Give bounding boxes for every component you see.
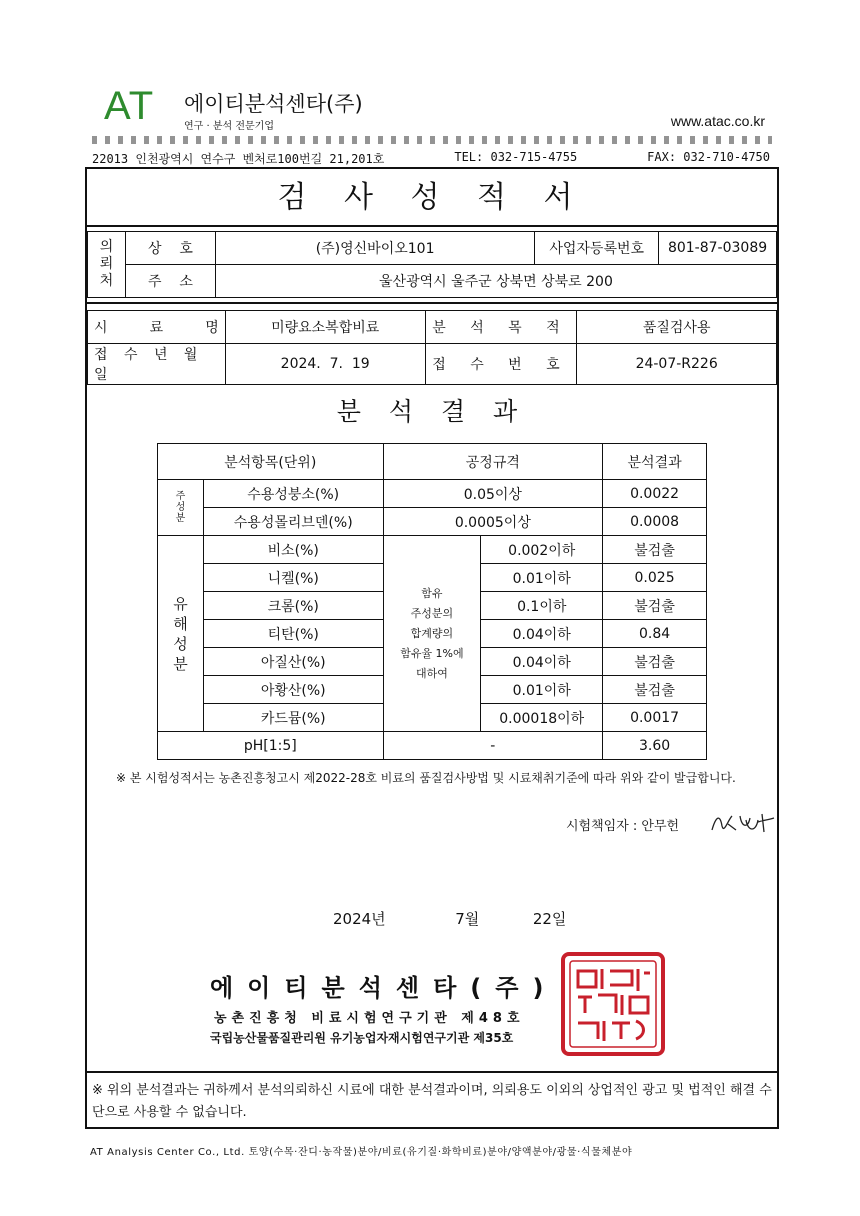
receipt-number: 24-07-R226 — [577, 344, 777, 385]
sample-name-label-text: 시 료 명 — [94, 320, 219, 336]
harm-result: 불검출 — [603, 648, 707, 676]
purpose-label: 분 석 목 적 — [425, 311, 577, 344]
main-spec: 0.0005이상 — [383, 508, 603, 536]
harm-note: 함유 주성분의 합계량의 함유율 1%에 대하여 — [383, 536, 481, 732]
results-title: 분 석 결 과 — [336, 397, 528, 426]
website: www.atac.co.kr — [670, 113, 765, 129]
receipt-no-label: 접 수 번 호 — [425, 344, 577, 385]
client-address: 울산광역시 울주군 상북면 상북로 200 — [215, 265, 776, 298]
harm-item: 비소(%) — [203, 536, 383, 564]
harm-group-label: 유 해 성 분 — [158, 536, 204, 732]
main-result: 0.0022 — [603, 480, 707, 508]
biz-number: 801-87-03089 — [659, 232, 777, 265]
main-item: 수용성붕소(%) — [203, 480, 383, 508]
harm-result: 0.0017 — [603, 704, 707, 732]
footer: AT Analysis Center Co., Ltd. 토양(수목·잔디·농작물)분야/비료(유기질·화학비료)분야/양액분야/광물·식물체분야 — [90, 1147, 633, 1158]
ph-item: pH[1:5] — [158, 732, 384, 760]
harm-result: 불검출 — [603, 536, 707, 564]
signer: 시험책임자 : 안무헌 — [566, 819, 680, 834]
purpose: 품질검사용 — [577, 311, 777, 344]
harm-spec: 0.04이하 — [481, 620, 603, 648]
receipt-date: 2024. 7. 19 — [225, 344, 425, 385]
harm-item: 카드뮴(%) — [203, 704, 383, 732]
main-result: 0.0008 — [603, 508, 707, 536]
issue-year: 2024년 — [333, 910, 386, 928]
harm-item: 아황산(%) — [203, 676, 383, 704]
receipt-date-label: 접 수 년 월 일 — [88, 344, 226, 385]
company-seal-icon — [560, 951, 666, 1057]
issue-date — [333, 908, 566, 929]
header-item: 분석항목(단위) — [158, 444, 384, 480]
tagline: 연구 · 분석 전문기업 — [184, 121, 274, 132]
issue-note: ※ 본 시험성적서는 농촌진흥청고시 제2022-28호 비료의 품질검사방법 및 시료채취기준에 따라 위와 같이 발급합니다. — [116, 771, 736, 785]
client-name: (주)영신바이오101 — [215, 232, 534, 265]
divider — [87, 1071, 777, 1073]
harm-result: 0.84 — [603, 620, 707, 648]
harm-spec: 0.01이하 — [481, 676, 603, 704]
results-table — [157, 443, 707, 760]
harm-spec: 0.002이하 — [481, 536, 603, 564]
tel: TEL: 032-715-4755 — [454, 150, 578, 164]
ph-spec: - — [383, 732, 603, 760]
issue-day: 22일 — [532, 910, 567, 928]
divider — [87, 302, 777, 304]
issuer-name: 에이티분석센타(주) — [210, 974, 558, 1002]
disclaimer: ※ 위의 분석결과는 귀하께서 분석의뢰하신 시료에 대한 분석결과이며, 의뢰용도 이외의 상업적인 광고 및 법적인 해결 수단으로 사용할 수 없습니다. — [92, 1083, 772, 1120]
harm-spec: 0.1이하 — [481, 592, 603, 620]
sample-name: 미량요소복합비료 — [225, 311, 425, 344]
client-group-label: 의 뢰 처 — [88, 232, 126, 298]
harm-item: 티탄(%) — [203, 620, 383, 648]
contact-line — [92, 150, 770, 167]
name-label: 상 호 — [125, 232, 215, 265]
harm-result: 불검출 — [603, 592, 707, 620]
addr-label: 주 소 — [125, 265, 215, 298]
main-group-label: 주 성 분 — [158, 480, 204, 536]
harm-spec: 0.01이하 — [481, 564, 603, 592]
main-item: 수용성몰리브덴(%) — [203, 508, 383, 536]
certification-2: 국립농산물품질관리원 유기농업자재시험연구기관 제35호 — [210, 1031, 514, 1045]
harm-result: 0.025 — [603, 564, 707, 592]
sample-table — [87, 310, 777, 385]
sample-name-label — [88, 311, 226, 344]
divider — [87, 225, 777, 227]
harm-result: 불검출 — [603, 676, 707, 704]
harm-item: 크롬(%) — [203, 592, 383, 620]
biz-label: 사업자등록번호 — [535, 232, 659, 265]
logo: AT — [104, 84, 155, 128]
harm-spec: 0.04이하 — [481, 648, 603, 676]
document-title: 검 사 성 적 서 — [277, 180, 587, 215]
harm-item: 니켈(%) — [203, 564, 383, 592]
company-name: 에이티분석센타(주) — [184, 92, 363, 116]
signature-icon — [706, 806, 778, 840]
certification-1: 농촌진흥청 비료시험연구기관 제48호 — [214, 1011, 525, 1026]
dotted-divider — [92, 136, 772, 144]
main-spec: 0.05이상 — [383, 480, 603, 508]
client-table — [87, 231, 777, 298]
fax: FAX: 032-710-4750 — [647, 150, 770, 164]
harm-item: 아질산(%) — [203, 648, 383, 676]
issue-month: 7월 — [455, 910, 480, 928]
header-result: 분석결과 — [603, 444, 707, 480]
harm-spec: 0.00018이하 — [481, 704, 603, 732]
address: 22013 인천광역시 연수구 벤처로100번길 21,201호 — [92, 152, 385, 166]
header-spec: 공정규격 — [383, 444, 603, 480]
ph-result: 3.60 — [603, 732, 707, 760]
